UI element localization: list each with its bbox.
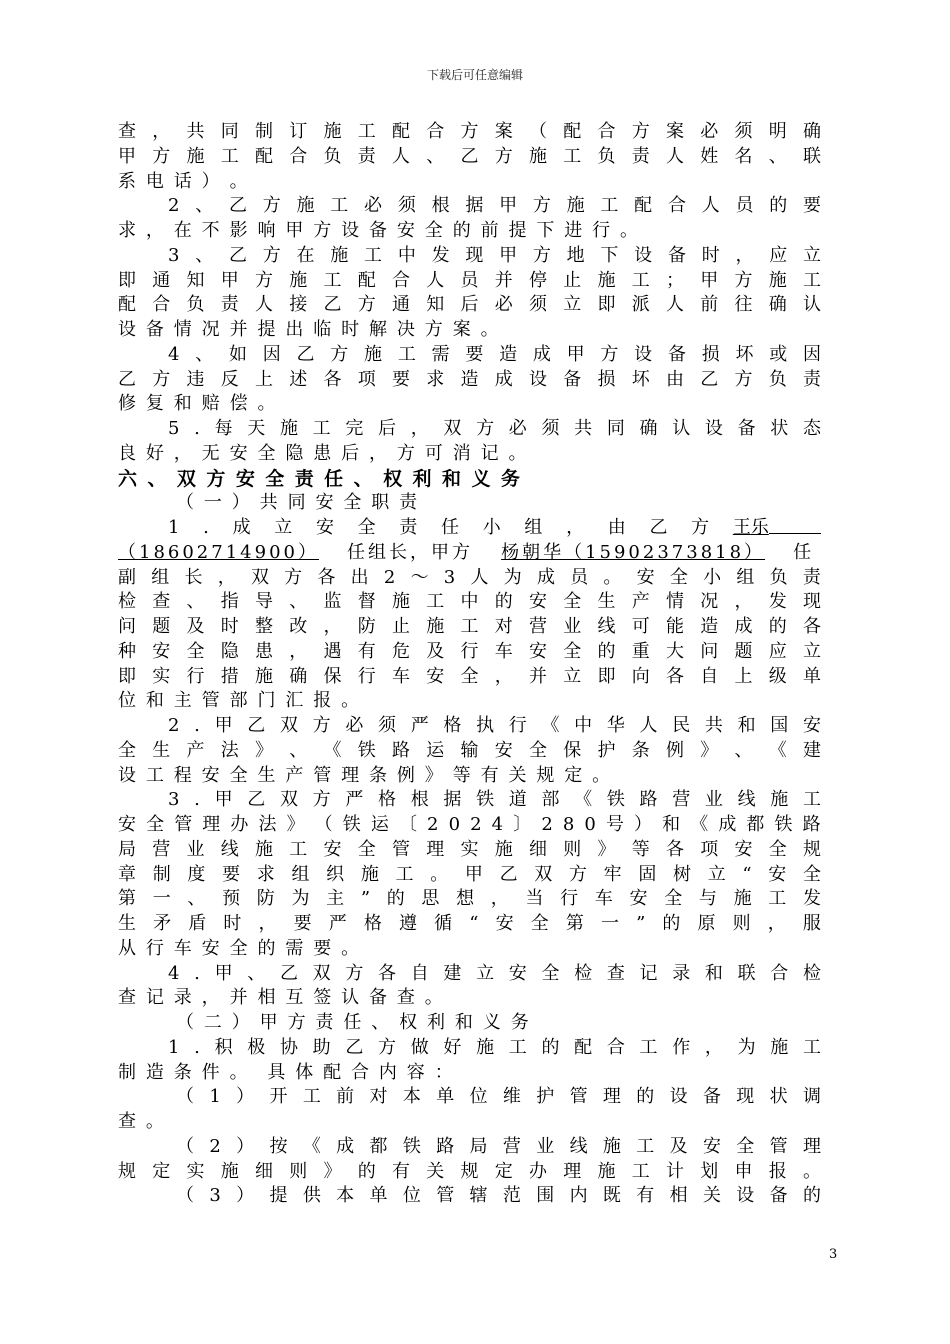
text-line: 生 矛 盾 时 ， 要 严 格 遵 循 “ 安 全 第 一 ” 的 原 则 ， 服 <box>118 913 821 934</box>
text-line: 问 题 及 时 整 改 ， 防 止 施 工 对 营 业 线 可 能 造 成 的 各 <box>118 616 821 637</box>
text-line: 5 . 每 天 施 工 完 后 ， 双 方 必 须 共 同 确 认 设 备 状 态 <box>168 418 821 439</box>
text-line: 章 制 度 要 求 组 织 施 工 。 甲 乙 双 方 牢 固 树 立 “ 安 全 <box>118 863 821 885</box>
text-line: 4 . 甲 、 乙 双 方 各 自 建 立 安 全 检 查 记 录 和 联 合 检 <box>168 962 821 984</box>
text-line: 乙 方 违 反 上 述 各 项 要 求 造 成 设 备 损 坏 由 乙 方 负 责 <box>118 368 821 390</box>
text-line: （ 3 ） 提 供 本 单 位 管 辖 范 围 内 既 有 相 关 设 备 的 <box>176 1185 821 1207</box>
text-line: 系 电 话 ） 。 <box>118 170 248 192</box>
text-line: 检 查 、 指 导 、 监 督 施 工 中 的 安 全 生 产 情 况 ， 发 现 <box>118 591 821 613</box>
text-line: 种 安 全 隐 患 ， 遇 有 危 及 行 车 安 全 的 重 大 问 题 应 立 <box>118 640 821 662</box>
text-line: 即 实 行 措 施 确 保 行 车 安 全 ， 并 立 即 向 各 自 上 级 单 <box>118 665 821 687</box>
text-line: 3 . 甲 乙 双 方 严 格 根 据 铁 道 部 《 铁 路 营 业 线 施 工 <box>168 789 821 811</box>
text-line: 安 全 管 理 办 法 》 （ 铁 运 〔 2 0 2 4 〕 2 8 0 号 ） 和 《 成 都 铁 路 <box>118 814 821 835</box>
document-body <box>118 120 821 1209</box>
text-line: 1 . 积 极 协 助 乙 方 做 好 施 工 的 配 合 工 作 ， 为 施 工 <box>168 1036 821 1058</box>
text-line: 3 、 乙 方 在 施 工 中 发 现 甲 方 地 下 设 备 时 ， 应 立 <box>168 244 821 266</box>
text-line: 局 营 业 线 施 工 安 全 管 理 实 施 细 则 》 等 各 项 安 全 规 <box>118 838 821 860</box>
text-line: 修 复 和 赔 偿 。 <box>118 393 276 415</box>
text-line: （ 二 ） 甲 方 责 任 、 权 利 和 义 务 <box>176 1012 529 1033</box>
text-line: 良 好 ， 无 安 全 隐 患 后 ， 方 可 消 记 。 <box>118 442 527 464</box>
text-line: 设 备 情 况 并 提 出 临 时 解 决 方 案 。 <box>118 319 499 340</box>
text-line: 2 、 乙 方 施 工 必 须 根 据 甲 方 施 工 配 合 人 员 的 要 <box>168 195 821 217</box>
page-number: 3 <box>829 1247 838 1262</box>
text-line: 六 、 双 方 安 全 责 任 、 权 利 和 义 务 <box>118 467 520 490</box>
text-line: 配 合 负 责 人 接 乙 方 通 知 后 必 须 立 即 派 人 前 往 确 认 <box>118 294 821 316</box>
text-line: （18602714900） 任组长，甲方 杨朝华（15902373818） 任 <box>118 541 812 563</box>
text-line: 第 一 、 预 防 为 主 ” 的 思 想 ， 当 行 车 安 全 与 施 工 发 <box>118 888 821 910</box>
text-line: 规 定 实 施 细 则 》 的 有 关 规 定 办 理 施 工 计 划 申 报 。 <box>118 1160 821 1182</box>
text-line: 位 和 主 管 部 门 汇 报 。 <box>118 690 360 712</box>
text-line: 即 通 知 甲 方 施 工 配 合 人 员 并 停 止 施 工 ； 甲 方 施 工 <box>118 269 821 291</box>
text-line: 2 . 甲 乙 双 方 必 须 严 格 执 行 《 中 华 人 民 共 和 国 安 <box>168 715 821 736</box>
text-line: 4 、 如 因 乙 方 施 工 需 要 造 成 甲 方 设 备 损 坏 或 因 <box>168 343 821 365</box>
text-line: 全 生 产 法 》 、 《 铁 路 运 输 安 全 保 护 条 例 》 、 《 建 <box>118 739 821 761</box>
text-line: 查 记 录 ， 并 相 互 签 认 备 查 。 <box>118 987 443 1009</box>
text-line: 1 . 成 立 安 全 责 任 小 组 ， 由 乙 方 王 乐 <box>118 516 821 541</box>
text-line: 查 。 <box>118 1111 164 1132</box>
text-line: 设 工 程 安 全 生 产 管 理 条 例 》 等 有 关 规 定 。 <box>118 764 611 786</box>
text-line: 制 造 条 件 。 具 体 配 合 内 容 ： <box>118 1061 453 1083</box>
text-line: （ 1 ） 开 工 前 对 本 单 位 维 护 管 理 的 设 备 现 状 调 <box>176 1086 821 1108</box>
text-line: 甲 方 施 工 配 合 负 责 人 、 乙 方 施 工 负 责 人 姓 名 、 联 <box>118 145 821 167</box>
page-header: 下载后可任意编辑 <box>426 68 523 82</box>
text-line: 求 ， 在 不 影 响 甲 方 设 备 安 全 的 前 提 下 进 行 。 <box>118 220 639 241</box>
text-line: （ 一 ） 共 同 安 全 职 责 <box>176 492 418 514</box>
text-line: 从 行 车 安 全 的 需 要 。 <box>118 937 360 959</box>
text-line: （ 2 ） 按 《 成 都 铁 路 局 营 业 线 施 工 及 安 全 管 理 <box>176 1135 821 1157</box>
text-line: 查 ， 共 同 制 订 施 工 配 合 方 案 （ 配 合 方 案 必 须 明 确 <box>118 121 821 142</box>
text-line: 副 组 长 ， 双 方 各 出 2 ～ 3 人 为 成 员 。 安 全 小 组 负 责 <box>118 566 821 588</box>
